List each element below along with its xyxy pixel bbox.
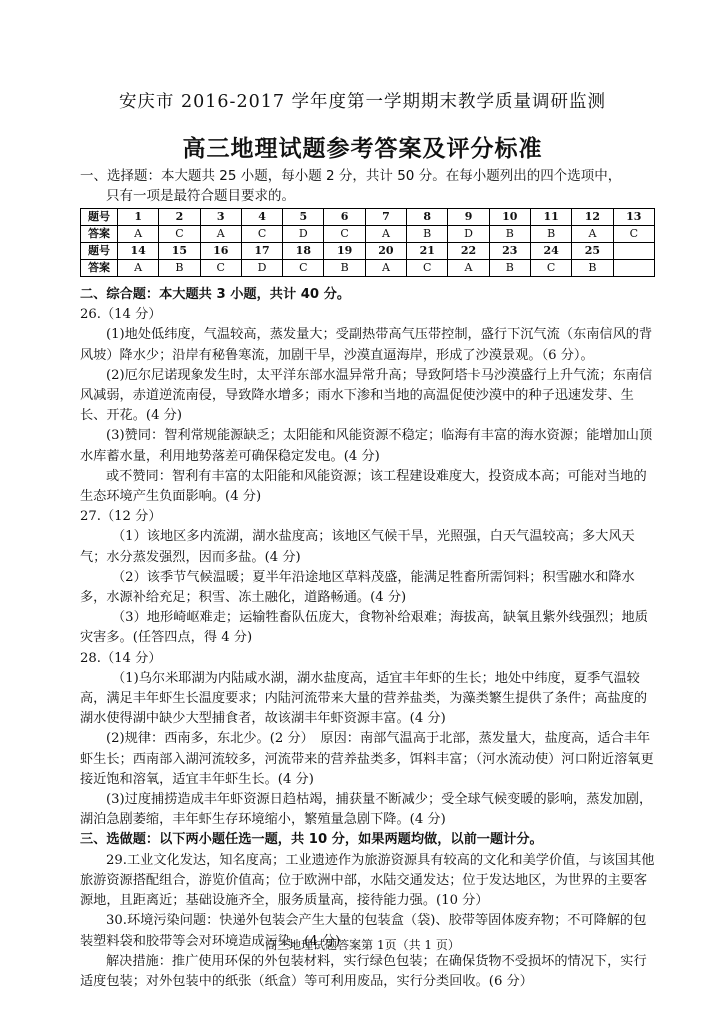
q29-answer: 29.工业文化发达，知名度高；工业遗迹作为旅游资源具有较高的文化和美学价值，与该国其他旅游资源搭配组合，游览价值高；位于欧洲中部，水陆交通发达；位于发达地区，为世界的主要客源地，且距离近；基础设施齐全，服务质量高，接待能力强。(10 分） bbox=[80, 852, 655, 909]
q26-part-1: (1)地处低纬度，气温较高，蒸发量大；受副热带高气压带控制，盛行下沉气流（东南信风的背风坡）降水少；沿岸有秘鲁寒流，加剧干旱，沙漠直逼海岸，形成了沙漠景观。（6 分）。 bbox=[80, 327, 653, 363]
question-number: 13 bbox=[613, 209, 654, 226]
question-number: 23 bbox=[489, 243, 530, 260]
answer-cell: D bbox=[448, 226, 489, 243]
answer-cell: B bbox=[324, 260, 365, 277]
answer-cell: A bbox=[448, 260, 489, 277]
answer-cell: B bbox=[489, 226, 530, 243]
section-2-heading: 二、综合题：本大题共 3 小题，共计 40 分。 bbox=[80, 287, 351, 302]
answer-row-1 bbox=[81, 226, 655, 243]
answer-cell: C bbox=[200, 260, 241, 277]
answer-cell: A bbox=[200, 226, 241, 243]
exam-header: 安庆市 2016-2017 学年度第一学期期末教学质量调研监测 bbox=[118, 92, 607, 112]
question-number: 22 bbox=[448, 243, 489, 260]
row-label: 答案 bbox=[81, 226, 118, 243]
answer-cell: B bbox=[572, 260, 613, 277]
question-number: 7 bbox=[365, 209, 406, 226]
question-number: 14 bbox=[118, 243, 159, 260]
question-number: 16 bbox=[200, 243, 241, 260]
question-number: 2 bbox=[159, 209, 200, 226]
question-number: 6 bbox=[324, 209, 365, 226]
question-number bbox=[613, 243, 654, 260]
answer-cell: B bbox=[489, 260, 530, 277]
question-number: 8 bbox=[407, 209, 448, 226]
question-number: 19 bbox=[324, 243, 365, 260]
question-number: 11 bbox=[530, 209, 571, 226]
answer-cell: C bbox=[241, 226, 282, 243]
question-number: 21 bbox=[407, 243, 448, 260]
question-number: 4 bbox=[241, 209, 282, 226]
question-number: 1 bbox=[118, 209, 159, 226]
q27-part-2: （2）该季节气候温暖；夏半年沿途地区草料茂盛，能满足牲畜所需饲料；积雪融水和降水多，水源补给充足；积雪、冻土融化，道路畅通。(4 分) bbox=[80, 569, 635, 606]
row-label: 答案 bbox=[81, 260, 118, 277]
question-number: 3 bbox=[200, 209, 241, 226]
question-number: 18 bbox=[283, 243, 324, 260]
question-number: 20 bbox=[365, 243, 406, 260]
question-number: 25 bbox=[572, 243, 613, 260]
answer-row-2 bbox=[81, 260, 655, 277]
answer-table bbox=[80, 208, 655, 277]
q28-part-3: (3)过度捕捞造成丰年虾资源日趋枯竭，捕获量不断减少；受全球气候变暖的影响，蒸发加剧，湖泊急剧萎缩，丰年虾生存环境缩小，繁殖量急剧下降。(4 分) bbox=[80, 792, 653, 828]
q28-part-2: (2)规律：西南多，东北少。(2 分） 原因：南部气温高于北部，蒸发量大，盐度高，适合丰年虾生长；西南部入湖河流较多，河流带来的营养盐类多，饵料丰富；（河水流动使）河口附近溶氧更接近饱和溶氧，适宜丰年虾生长。(4 分) bbox=[80, 731, 654, 787]
q28-heading: 28.（14 分） bbox=[80, 650, 162, 666]
answer-cell: A bbox=[365, 226, 406, 243]
answer-cell: C bbox=[613, 226, 654, 243]
answer-cell: A bbox=[118, 260, 159, 277]
row-label: 题号 bbox=[81, 243, 118, 260]
answer-cell: D bbox=[241, 260, 282, 277]
q27-heading: 27.（12 分） bbox=[80, 509, 162, 525]
answer-cell: C bbox=[530, 260, 571, 277]
q26-part-2: (2)厄尔尼诺现象发生时，太平洋东部水温异常升高；导致阿塔卡马沙漠盛行上升气流；东南信风减弱，赤道逆流南侵，导致降水增多；雨水下渗和当地的高温促使沙漠中的种子迅速发芽、生长、开花。(4 分) bbox=[80, 367, 653, 424]
page-footer: 高三地理试题答案第 1页（共 1 页） bbox=[265, 938, 460, 952]
answer-cell: C bbox=[407, 260, 448, 277]
answer-cell: B bbox=[407, 226, 448, 243]
question-number: 17 bbox=[241, 243, 282, 260]
section-1-heading bbox=[80, 166, 655, 206]
q27-part-1: （1）该地区多内流湖，湖水盐度高；该地区气候干旱，光照强，白天气温较高；多大风天气；水分蒸发强烈，因而多盐。(4 分) bbox=[80, 529, 635, 565]
question-number: 12 bbox=[572, 209, 613, 226]
q30-solution: 解决措施：推广使用环保的外包装材料，实行绿色包装；在确保货物不受损坏的情况下，实行适度包装；对外包装中的纸张（纸盒）等可利用废品，实行分类回收。(6 分） bbox=[80, 953, 647, 989]
answer-cell: C bbox=[159, 226, 200, 243]
question-number: 5 bbox=[283, 209, 324, 226]
question-number: 15 bbox=[159, 243, 200, 260]
answer-cell: A bbox=[118, 226, 159, 243]
answer-cell: B bbox=[159, 260, 200, 277]
q26-part-3: (3)赞同：智利常规能源缺乏；太阳能和风能资源不稳定；临海有丰富的海水资源；能增加山顶水库蓄水量，利用地势落差可确保稳定发电。(4 分) bbox=[80, 428, 653, 464]
answer-cell: C bbox=[283, 260, 324, 277]
q26-part-3-alt: 或不赞同：智利有丰富的太阳能和风能资源；该工程建设难度大，投资成本高；可能对当地的生态环境产生负面影响。(4 分) bbox=[80, 468, 647, 505]
question-number: 24 bbox=[530, 243, 571, 260]
section-3-heading: 三、选做题：以下两小题任选一题，共 10 分，如果两题均做，以前一题计分。 bbox=[80, 832, 543, 848]
answer-cell: A bbox=[572, 226, 613, 243]
row-label: 题号 bbox=[81, 209, 118, 226]
q28-part-1: （1)乌尔米耶湖为内陆咸水湖，湖水盐度高，适宜丰年虾的生长；地处中纬度，夏季气温较高，满足丰年虾生长温度要求；内陆河流带来大量的营养盐类，为藻类繁生提供了条件；高盐度的湖水使得湖中缺少大型捕食者，故该湖丰年虾资源丰富。(4 分) bbox=[80, 670, 648, 727]
answer-body bbox=[80, 285, 655, 992]
question-number-row-1 bbox=[81, 209, 655, 226]
answer-cell: A bbox=[365, 260, 406, 277]
section-1-line-1: 一、选择题：本大题共 25 小题，每小题 2 分，共计 50 分。在每小题列出的四个选项中， bbox=[80, 168, 622, 184]
q30-problem: 30.环境污染问题：快递外包装会产生大量的包装盒（袋)、胶带等固体废弃物；不可降解的包装塑料袋和胶带等会对环境造成污染。(4 分) bbox=[80, 913, 647, 949]
section-1-line-2: 只有一项是最符合题目要求的。 bbox=[106, 188, 295, 204]
q27-part-3: （3）地形崎岖难走；运输牲畜队伍庞大，食物补给艰难；海拔高，缺氧且紫外线强烈；地质灾害多。(任答四点，得 4 分) bbox=[80, 610, 648, 646]
q26-heading: 26.（14 分） bbox=[80, 307, 162, 323]
question-number: 10 bbox=[489, 209, 530, 226]
question-number-row-2 bbox=[81, 243, 655, 260]
answer-cell bbox=[613, 260, 654, 277]
answer-cell: C bbox=[324, 226, 365, 243]
answer-cell: B bbox=[530, 226, 571, 243]
question-number: 9 bbox=[448, 209, 489, 226]
answer-cell: D bbox=[283, 226, 324, 243]
page-title: 高三地理试题参考答案及评分标准 bbox=[182, 136, 543, 162]
